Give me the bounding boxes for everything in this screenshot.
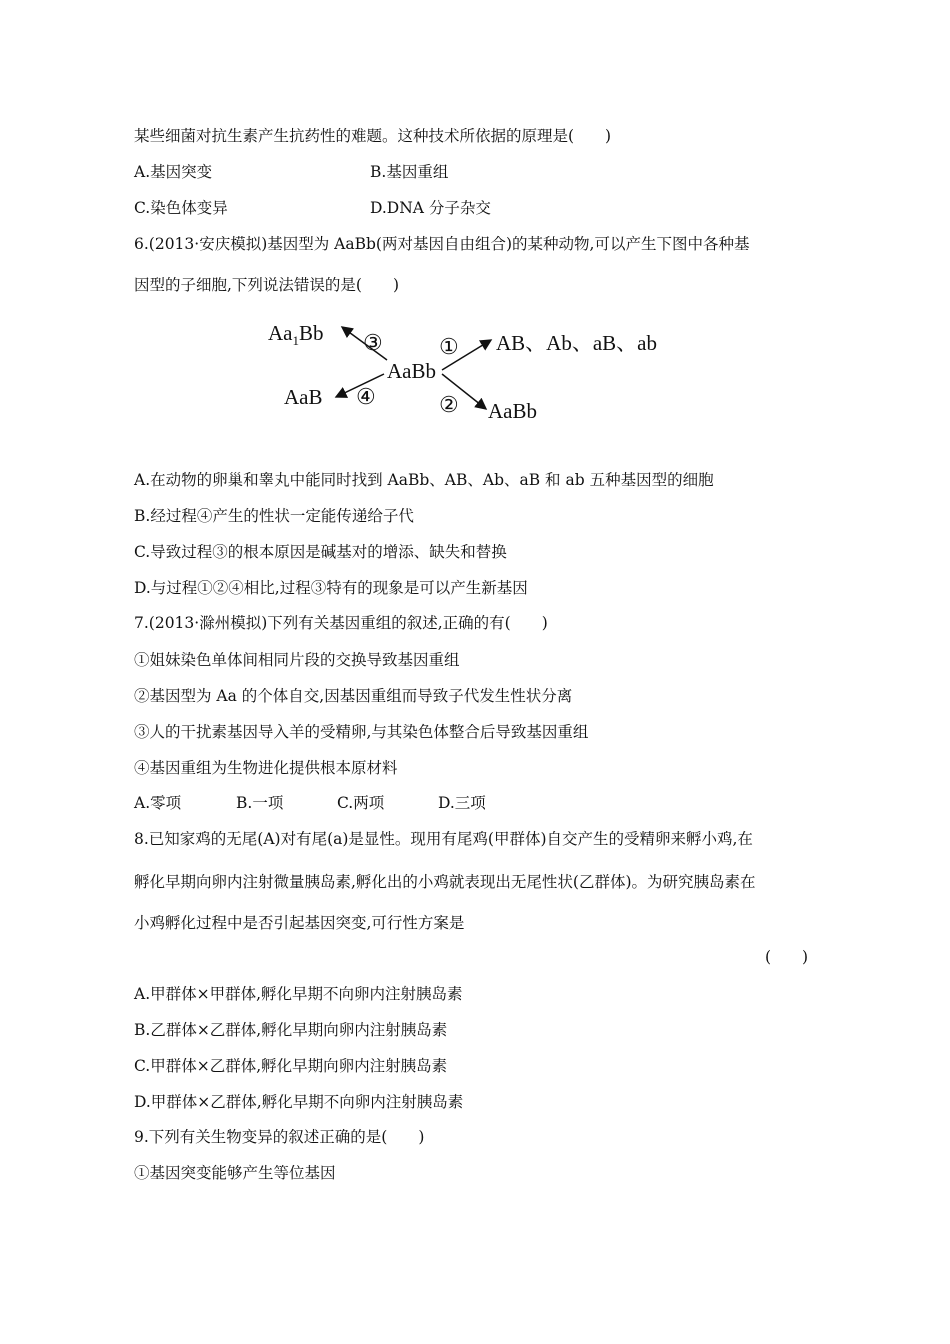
q6-stem-line2: 因型的子细胞,下列说法错误的是( ) xyxy=(134,276,400,294)
q8-stem-line2: 孵化早期向卵内注射微量胰岛素,孵化出的小鸡就表现出无尾性状(乙群体)。为研究胰岛素在 xyxy=(134,873,756,891)
q5-option-a: A.基因突变 xyxy=(134,163,213,181)
q5-stem: 某些细菌对抗生素产生抗药性的难题。这种技术所依据的原理是( ) xyxy=(134,127,612,145)
diagram-bottom-right: AaBb xyxy=(488,399,537,423)
q7-option-a: A.零项 xyxy=(134,794,182,812)
q7-item-1: ①姐妹染色单体间相同片段的交换导致基因重组 xyxy=(134,651,460,669)
q7-item-4: ④基因重组为生物进化提供根本原材料 xyxy=(134,759,398,777)
q6-stem-line1: 6.(2013·安庆模拟)基因型为 AaBb(两对基因自由组合)的某种动物,可以产生下图中各种基 xyxy=(134,235,750,253)
q6-option-a: A.在动物的卵巢和睾丸中能同时找到 AaBb、AB、Ab、aB 和 ab 五种基因型的细胞 xyxy=(134,471,714,489)
q7-stem: 7.(2013·滁州模拟)下列有关基因重组的叙述,正确的有( ) xyxy=(134,614,548,632)
diagram-center: AaBb xyxy=(387,359,436,383)
q8-option-a: A.甲群体×甲群体,孵化早期不向卵内注射胰岛素 xyxy=(134,985,463,1003)
q8-option-d: D.甲群体×乙群体,孵化早期不向卵内注射胰岛素 xyxy=(134,1093,464,1111)
q8-option-b: B.乙群体×乙群体,孵化早期向卵内注射胰岛素 xyxy=(134,1021,448,1039)
label-3: ③ xyxy=(363,330,383,355)
q9-item-1: ①基因突变能够产生等位基因 xyxy=(134,1164,336,1182)
diagram-top-left: $Aa_1Bb$ xyxy=(268,321,324,348)
q8-stem-line3: 小鸡孵化过程中是否引起基因突变,可行性方案是 xyxy=(134,914,465,932)
q5-option-c: C.染色体变异 xyxy=(134,199,228,217)
diagram-bottom-left: AaB xyxy=(284,385,323,409)
q8-stem-line1: 8.已知家鸡的无尾(A)对有尾(a)是显性。现用有尾鸡(甲群体)自交产生的受精卵来孵小鸡,在 xyxy=(134,830,753,848)
label-1: ① xyxy=(439,334,459,359)
q5-option-b: B.基因重组 xyxy=(370,163,449,181)
label-2: ② xyxy=(439,392,459,417)
q9-stem: 9.下列有关生物变异的叙述正确的是( ) xyxy=(134,1128,425,1146)
q7-option-d: D.三项 xyxy=(438,794,486,812)
q6-option-b: B.经过程④产生的性状一定能传递给子代 xyxy=(134,507,414,525)
q7-item-2: ②基因型为 Aa 的个体自交,因基因重组而导致子代发生性状分离 xyxy=(134,687,573,705)
q8-answer-blank: ( ) xyxy=(765,948,809,966)
genotype-diagram xyxy=(262,312,692,432)
label-4: ④ xyxy=(356,384,376,409)
q6-option-d: D.与过程①②④相比,过程③特有的现象是可以产生新基因 xyxy=(134,579,528,597)
diagram-top-right: AB、Ab、aB、ab xyxy=(496,331,657,355)
q7-option-b: B.一项 xyxy=(236,794,284,812)
q8-option-c: C.甲群体×乙群体,孵化早期向卵内注射胰岛素 xyxy=(134,1057,448,1075)
q7-item-3: ③人的干扰素基因导入羊的受精卵,与其染色体整合后导致基因重组 xyxy=(134,723,589,741)
q6-option-c: C.导致过程③的根本原因是碱基对的增添、缺失和替换 xyxy=(134,543,507,561)
q7-option-c: C.两项 xyxy=(337,794,385,812)
q5-option-d: D.DNA 分子杂交 xyxy=(370,199,491,217)
